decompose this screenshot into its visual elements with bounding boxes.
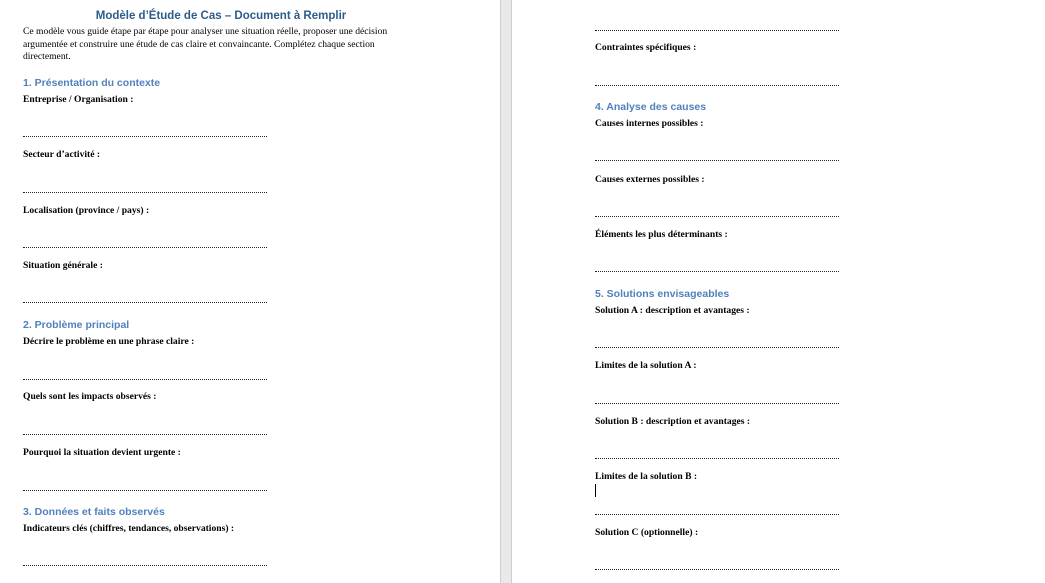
fill-line-contraintes[interactable]	[595, 85, 839, 86]
fill-line-limites-b[interactable]	[595, 514, 839, 515]
fill-line-causes-internes[interactable]	[595, 160, 839, 161]
section-heading-probleme: 2. Problème principal	[23, 319, 130, 331]
fill-line-limites-a[interactable]	[595, 403, 839, 404]
document-page-right	[512, 0, 1045, 583]
fill-line-determinants[interactable]	[595, 271, 839, 272]
field-label-entreprise: Entreprise / Organisation :	[23, 94, 134, 105]
fill-line-solution-a[interactable]	[595, 347, 839, 348]
field-label-indicateurs: Indicateurs clés (chiffres, tendances, observations) :	[23, 523, 235, 534]
fill-line-solution-c[interactable]	[595, 569, 839, 570]
field-label-causes-externes: Causes externes possibles :	[595, 174, 705, 185]
fill-line-solution-b[interactable]	[595, 458, 839, 459]
section-heading-donnees: 3. Données et faits observés	[23, 506, 165, 518]
field-label-solution-a: Solution A : description et avantages :	[595, 305, 750, 316]
field-label-determinants: Éléments les plus déterminants :	[595, 229, 728, 240]
field-label-limites-b: Limites de la solution B :	[595, 471, 698, 482]
fill-line-impacts[interactable]	[23, 434, 267, 435]
field-label-causes-internes: Causes internes possibles :	[595, 118, 704, 129]
fill-line-situation[interactable]	[23, 302, 267, 303]
field-label-solution-b: Solution B : description et avantages :	[595, 416, 751, 427]
fill-line-causes-externes[interactable]	[595, 216, 839, 217]
fill-line-entreprise[interactable]	[23, 136, 267, 137]
fill-line-indicateurs-cont[interactable]	[595, 30, 839, 31]
field-label-urgence: Pourquoi la situation devient urgente :	[23, 447, 181, 458]
section-heading-contexte: 1. Présentation du contexte	[23, 77, 161, 89]
intro-paragraph: Ce modèle vous guide étape par étape pour analyser une situation réelle, proposer une décision argumentée et construire une étude de cas claire et convaincante. Complétez chaque section directement.	[23, 26, 388, 62]
document-page-left	[0, 0, 500, 583]
field-label-limites-a: Limites de la solution A :	[595, 360, 697, 371]
field-label-solution-c: Solution C (optionnelle) :	[595, 527, 699, 538]
page-gutter	[500, 0, 512, 583]
field-label-impacts: Quels sont les impacts observés :	[23, 391, 157, 402]
fill-line-indicateurs[interactable]	[23, 565, 267, 566]
field-label-probleme: Décrire le problème en une phrase claire :	[23, 336, 195, 347]
fill-line-secteur[interactable]	[23, 192, 267, 193]
field-label-localisation: Localisation (province / pays) :	[23, 205, 150, 216]
text-cursor	[595, 484, 596, 497]
document-title: Modèle d’Étude de Cas – Document à Remplir	[95, 10, 347, 22]
fill-line-probleme[interactable]	[23, 379, 267, 380]
section-heading-causes: 4. Analyse des causes	[595, 101, 707, 113]
field-label-situation: Situation générale :	[23, 260, 103, 271]
field-label-contraintes: Contraintes spécifiques :	[595, 42, 697, 53]
field-label-secteur: Secteur d’activité :	[23, 149, 101, 160]
section-heading-solutions: 5. Solutions envisageables	[595, 288, 730, 300]
fill-line-urgence[interactable]	[23, 490, 267, 491]
fill-line-localisation[interactable]	[23, 247, 267, 248]
